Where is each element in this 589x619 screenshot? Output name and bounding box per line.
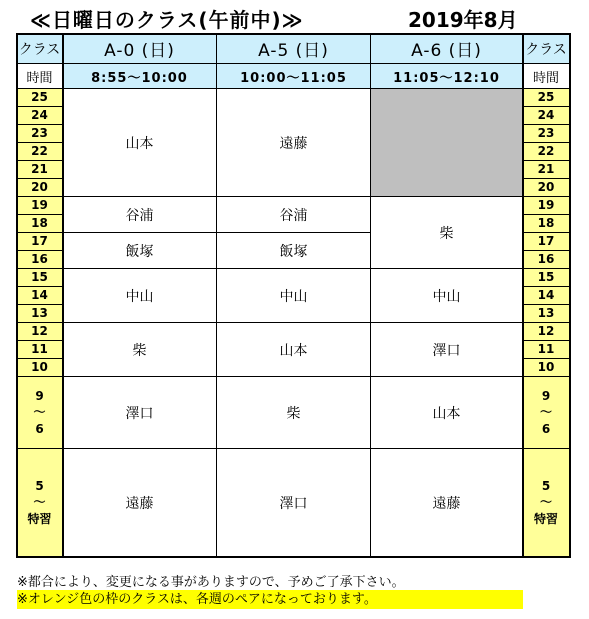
teacher-a0-12-10: 柴 [63, 323, 217, 377]
teacher-a0-19-18: 谷浦 [63, 197, 217, 233]
header-time-a5: 10:00〜11:05 [217, 64, 371, 89]
empty-slot-a6-25-20 [371, 89, 523, 197]
level-left-22: 22 [17, 143, 63, 161]
notice-schedule-change: ※都合により、変更になる事がありますので、予めご了承下さい。 [17, 575, 405, 590]
teacher-a5-15-13: 中山 [217, 269, 371, 323]
teacher-a6-12-10: 澤口 [371, 323, 523, 377]
header-class-a0: A-0 (日) [63, 34, 217, 64]
header-class-a6: A-6 (日) [371, 34, 523, 64]
teacher-a6-15-13: 中山 [371, 269, 523, 323]
level-group-text: 〜 [539, 495, 552, 510]
level-right-24: 24 [523, 107, 570, 125]
level-left-19: 19 [17, 197, 63, 215]
teacher-a5-5-special: 澤口 [217, 449, 371, 557]
header-class-label-left: クラス [17, 34, 63, 64]
level-right-19: 19 [523, 197, 570, 215]
level-left-23: 23 [17, 125, 63, 143]
level-group-left-1 [17, 449, 63, 557]
teacher-a6-5-special: 遠藤 [371, 449, 523, 557]
level-group-text: 〜 [33, 495, 46, 510]
level-left-25: 25 [17, 89, 63, 107]
level-right-12: 12 [523, 323, 570, 341]
level-left-20: 20 [17, 179, 63, 197]
teacher-a5-9-6: 柴 [217, 377, 371, 449]
schedule-table [17, 34, 570, 557]
level-group-text: 5 [541, 478, 551, 493]
header-time-a0: 8:55〜10:00 [63, 64, 217, 89]
teacher-a5-19-18: 谷浦 [217, 197, 371, 233]
header-time-label-left: 時間 [17, 64, 63, 89]
level-left-11: 11 [17, 341, 63, 359]
level-group-text: 特習 [533, 511, 558, 526]
teacher-a5-25-20: 遠藤 [217, 89, 371, 197]
level-left-12: 12 [17, 323, 63, 341]
level-group-right-0 [523, 377, 570, 449]
level-group-text: 6 [35, 421, 44, 436]
header-class-a5: A-5 (日) [217, 34, 371, 64]
level-group-text: 〜 [33, 405, 46, 420]
level-left-13: 13 [17, 305, 63, 323]
level-right-13: 13 [523, 305, 570, 323]
level-left-18: 18 [17, 215, 63, 233]
header-class-label-right: クラス [523, 34, 570, 64]
level-left-15: 15 [17, 269, 63, 287]
level-group-text: 特習 [27, 511, 52, 526]
level-right-11: 11 [523, 341, 570, 359]
level-right-10: 10 [523, 359, 570, 377]
teacher-a0-9-6: 澤口 [63, 377, 217, 449]
teacher-a5-12-10: 山本 [217, 323, 371, 377]
level-group-text: 〜 [539, 405, 552, 420]
level-right-22: 22 [523, 143, 570, 161]
teacher-a6-9-6: 山本 [371, 377, 523, 449]
level-left-17: 17 [17, 233, 63, 251]
level-right-21: 21 [523, 161, 570, 179]
level-left-14: 14 [17, 287, 63, 305]
level-left-10: 10 [17, 359, 63, 377]
teacher-a6-19-16: 柴 [371, 197, 523, 269]
level-right-18: 18 [523, 215, 570, 233]
teacher-a0-5-special: 遠藤 [63, 449, 217, 557]
level-group-text: 9 [541, 388, 551, 403]
level-left-21: 21 [17, 161, 63, 179]
header-time-a6: 11:05〜12:10 [371, 64, 523, 89]
level-group-left-0 [17, 377, 63, 449]
level-right-25: 25 [523, 89, 570, 107]
level-group-right-1 [523, 449, 570, 557]
header-time-label-right: 時間 [523, 64, 570, 89]
level-left-16: 16 [17, 251, 63, 269]
level-left-24: 24 [17, 107, 63, 125]
level-right-17: 17 [523, 233, 570, 251]
page-title: ≪日曜日のクラス(午前中)≫ [30, 8, 304, 32]
level-right-16: 16 [523, 251, 570, 269]
level-right-14: 14 [523, 287, 570, 305]
level-group-text: 9 [35, 388, 44, 403]
level-right-20: 20 [523, 179, 570, 197]
teacher-a0-17-16: 飯塚 [63, 233, 217, 269]
teacher-a0-25-20: 山本 [63, 89, 217, 197]
teacher-a5-17-16: 飯塚 [217, 233, 371, 269]
level-group-text: 5 [35, 478, 44, 493]
level-right-15: 15 [523, 269, 570, 287]
level-right-23: 23 [523, 125, 570, 143]
level-group-text: 6 [541, 421, 551, 436]
notice-orange-frame: ※オレンジ色の枠のクラスは、各週のペアになっております。 [17, 590, 523, 609]
teacher-a0-15-13: 中山 [63, 269, 217, 323]
year-month: 2019年8月 [408, 8, 518, 32]
